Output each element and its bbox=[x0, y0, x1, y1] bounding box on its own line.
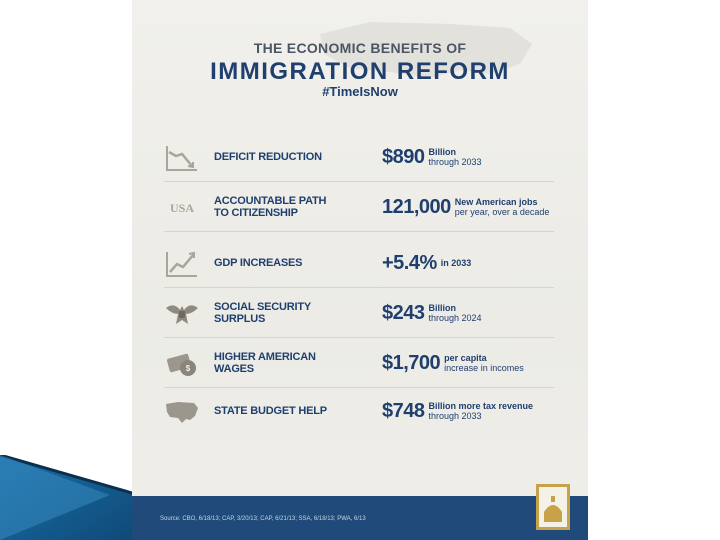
row-label: GDP INCREASES bbox=[214, 257, 303, 269]
chart-up-icon bbox=[164, 246, 200, 280]
row-value: $1,700 bbox=[382, 351, 441, 374]
hashtag: #TimeIsNow bbox=[322, 84, 398, 99]
chart-down-icon bbox=[164, 140, 200, 174]
infographic-poster bbox=[132, 0, 588, 540]
eagle-seal-icon bbox=[164, 296, 200, 330]
row-label: STATE BUDGET HELP bbox=[214, 405, 327, 417]
title-line-1: THE ECONOMIC BENEFITS OF bbox=[253, 40, 467, 56]
row-desc-2: through 2024 bbox=[428, 313, 482, 323]
row-gdp-increases bbox=[164, 238, 554, 288]
us-map-icon bbox=[164, 394, 200, 428]
row-desc-2: increase in incomes bbox=[444, 363, 524, 373]
blue-corner-decoration bbox=[0, 455, 132, 540]
footer-bar bbox=[132, 496, 588, 540]
row-desc-1: Billion more tax revenue bbox=[428, 401, 534, 411]
row-desc-2: per year, over a decade bbox=[454, 207, 550, 217]
row-desc-1: Billion bbox=[428, 303, 456, 313]
row-social-security-surplus bbox=[164, 288, 554, 338]
row-value: $243 bbox=[382, 301, 425, 324]
svg-text:$: $ bbox=[185, 364, 191, 373]
row-desc-2: through 2033 bbox=[428, 157, 482, 167]
row-desc-2: through 2033 bbox=[428, 411, 482, 421]
row-state-budget-help bbox=[164, 386, 554, 436]
row-value: +5.4% bbox=[382, 251, 437, 274]
row-desc-1: Billion bbox=[428, 147, 456, 157]
row-value: 121,000 bbox=[382, 195, 451, 218]
usa-icon-text: USA bbox=[169, 201, 195, 215]
title-line-2: IMMIGRATION REFORM bbox=[210, 58, 510, 85]
usa-text-icon bbox=[164, 190, 200, 224]
row-label: DEFICIT REDUCTION bbox=[214, 151, 322, 163]
row-desc-1: in 2033 bbox=[440, 258, 472, 268]
row-path-to-citizenship bbox=[164, 182, 554, 232]
capitol-logo-icon bbox=[536, 484, 570, 530]
row-deficit-reduction bbox=[164, 132, 554, 182]
row-desc-1: New American jobs bbox=[454, 197, 538, 207]
row-value: $890 bbox=[382, 145, 425, 168]
row-higher-american-wages bbox=[164, 338, 554, 388]
row-label: HIGHER AMERICAN WAGES bbox=[214, 351, 316, 375]
row-label: ACCOUNTABLE PATH TO CITIZENSHIP bbox=[214, 195, 327, 219]
row-divider bbox=[164, 231, 554, 232]
source-citation: Source: CBO, 6/18/13; CAP, 3/20/13; CAP, 6/21/13; SSA, 6/18/13; PWA, 6/13 bbox=[160, 516, 366, 522]
row-value: $748 bbox=[382, 399, 425, 422]
row-desc-1: per capita bbox=[444, 353, 487, 363]
money-bag-icon bbox=[164, 346, 200, 380]
row-label: SOCIAL SECURITY SURPLUS bbox=[214, 301, 311, 325]
